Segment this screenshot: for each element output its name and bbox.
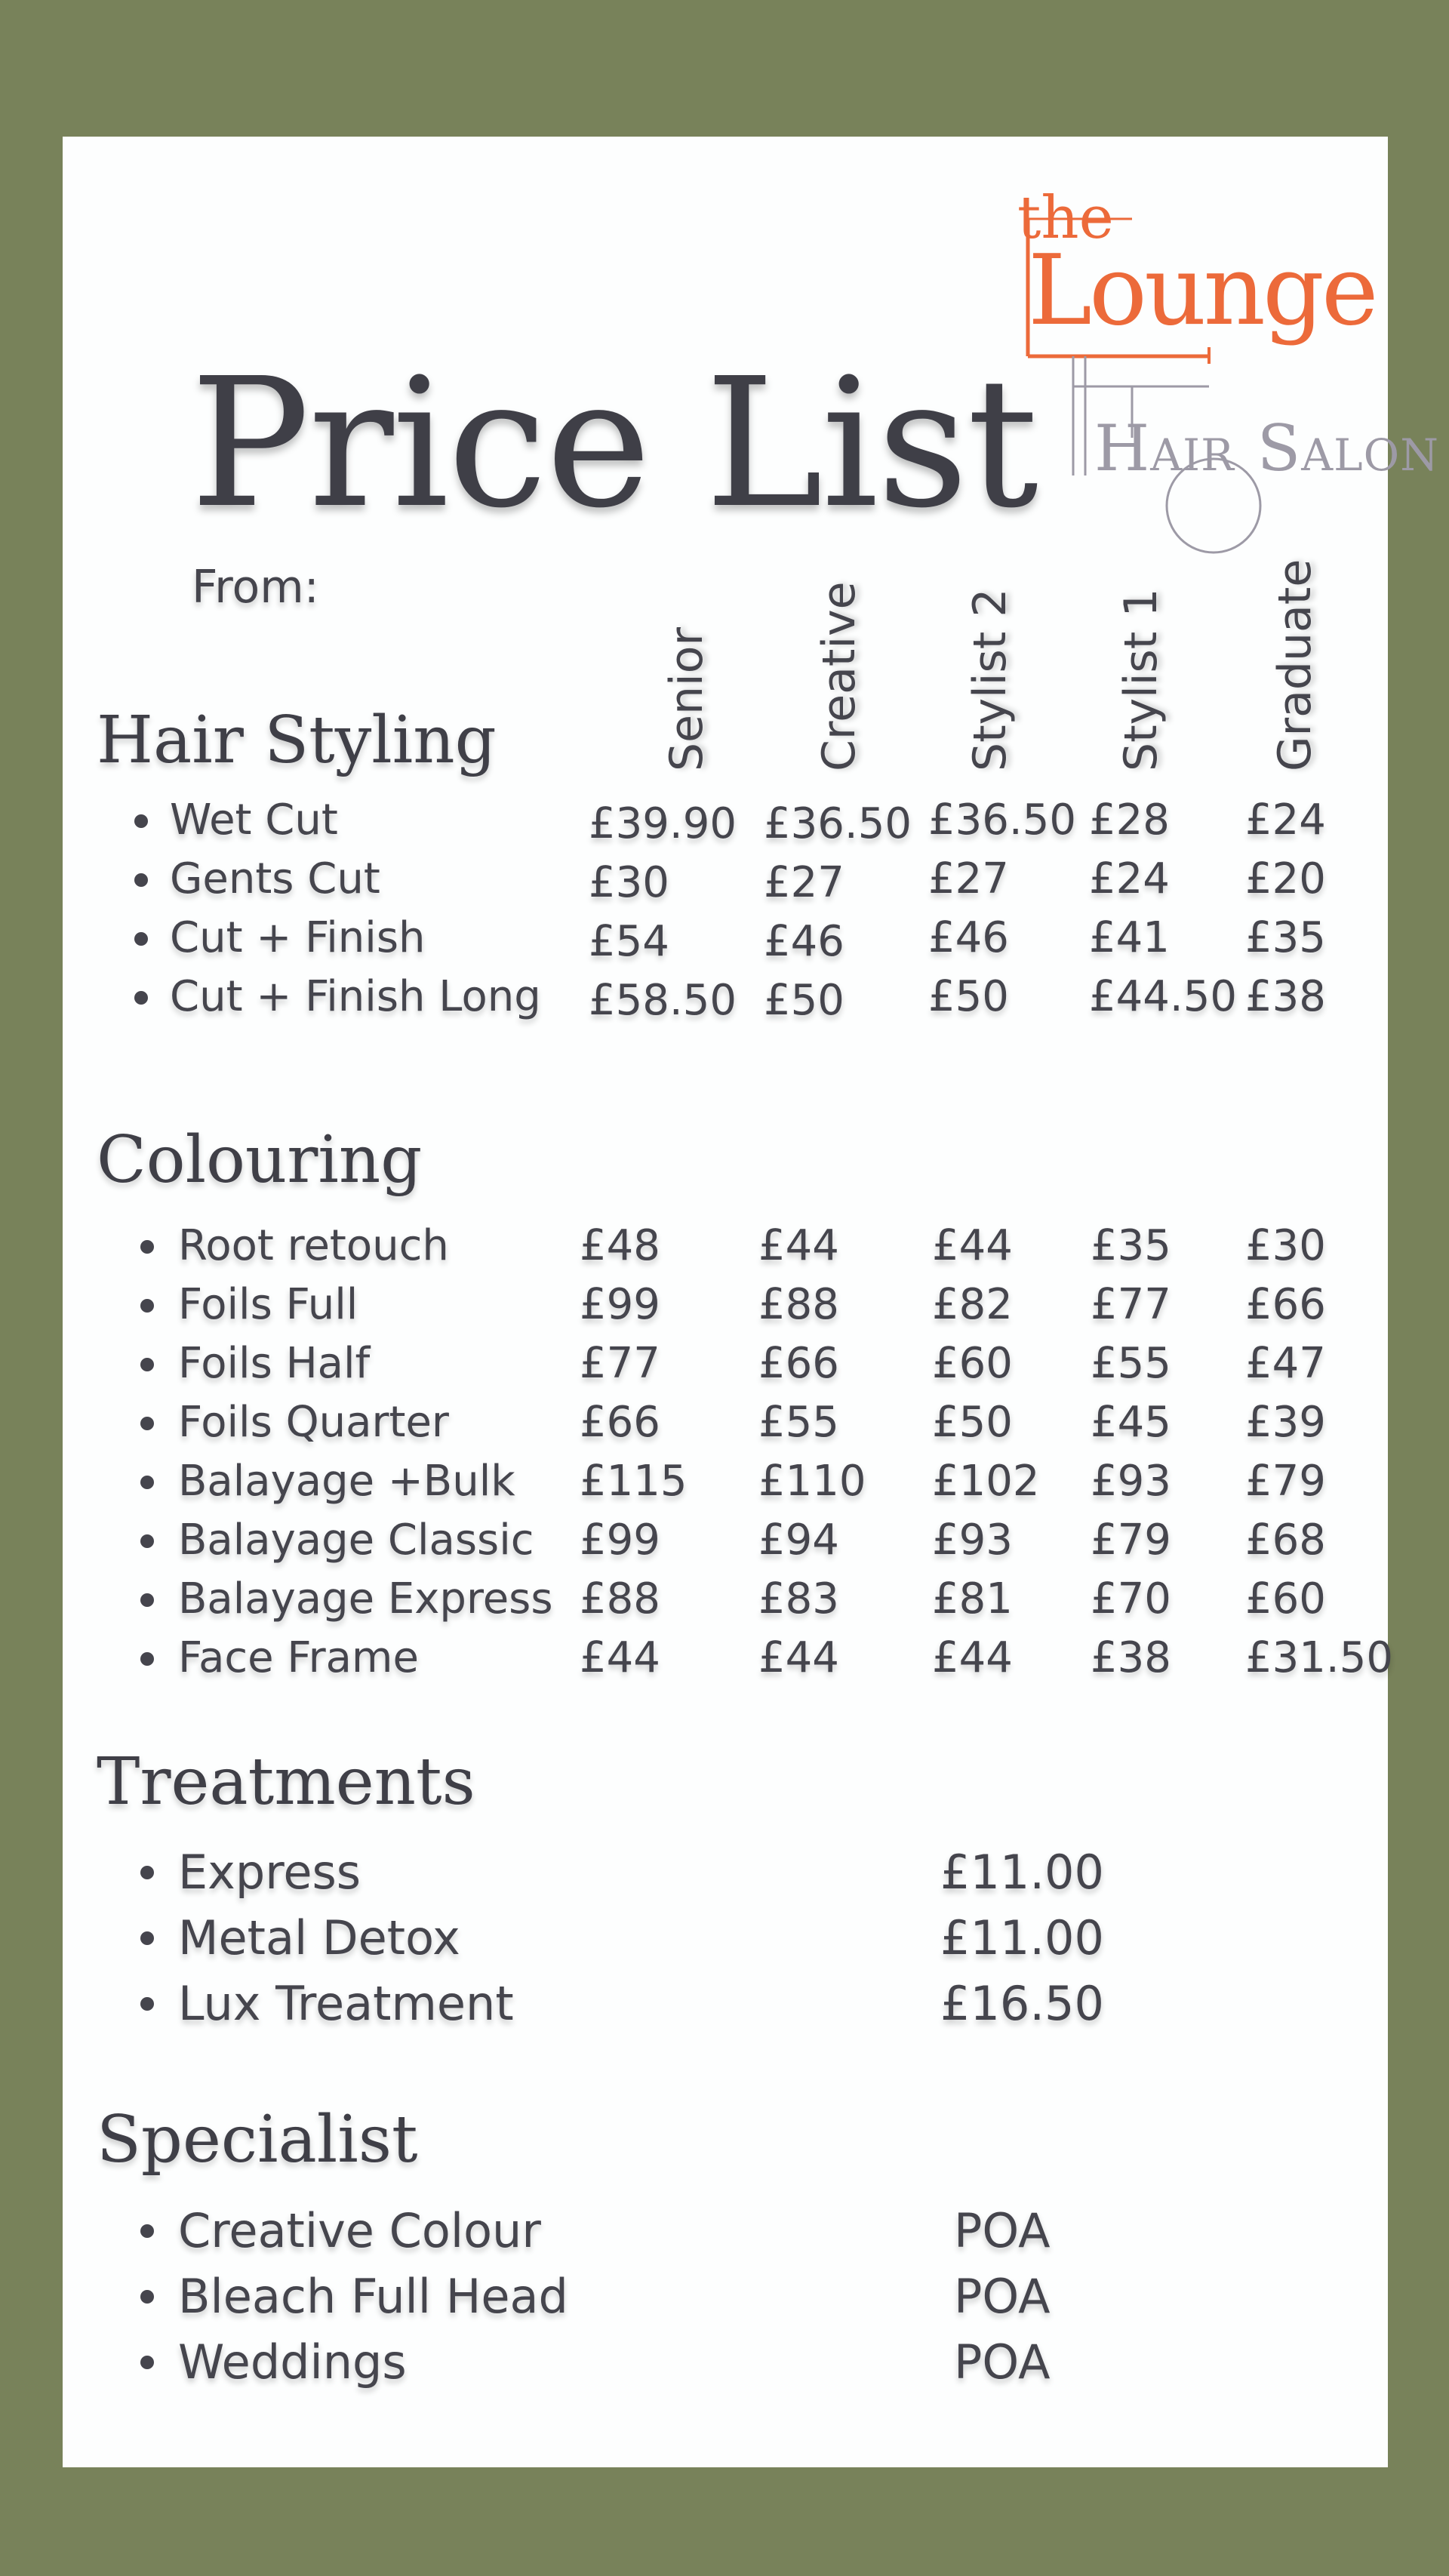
price-cell: £24 xyxy=(1245,796,1326,845)
price-cell: £36.50 xyxy=(928,796,1076,845)
logo-the-text: the xyxy=(1017,184,1114,252)
list-item: Express xyxy=(178,1845,361,1900)
price-cell: £44.50 xyxy=(1089,972,1237,1021)
price-cell: £88 xyxy=(758,1280,839,1329)
price-cell: £99 xyxy=(580,1516,660,1565)
bullet xyxy=(140,1652,154,1666)
bullet xyxy=(134,991,148,1005)
price-cell: £58.50 xyxy=(589,976,737,1025)
price-cell: £46 xyxy=(928,913,1009,962)
list-item: Foils Quarter xyxy=(178,1398,449,1447)
price-cell: £38 xyxy=(1245,972,1326,1021)
price-cell: £66 xyxy=(758,1339,839,1388)
price-cell: £31.50 xyxy=(1245,1633,1393,1682)
price-cell: POA xyxy=(954,2334,1051,2390)
bullet xyxy=(140,1476,154,1489)
list-item: Metal Detox xyxy=(178,1910,460,1965)
section-heading-hair-styling: Hair Styling xyxy=(97,703,497,778)
price-cell: £44 xyxy=(758,1221,839,1270)
list-item: Bleach Full Head xyxy=(178,2269,568,2324)
price-cell: £93 xyxy=(1091,1457,1171,1506)
bullet xyxy=(140,1997,154,2011)
bullet xyxy=(140,2356,154,2369)
price-cell: £77 xyxy=(1091,1280,1171,1329)
list-item: Root retouch xyxy=(178,1221,449,1270)
price-cell: £94 xyxy=(758,1516,839,1565)
list-item: Wet Cut xyxy=(170,796,338,845)
logo-lounge-text: Lounge xyxy=(1028,235,1376,347)
list-item: Weddings xyxy=(178,2334,407,2390)
bullet xyxy=(140,1534,154,1548)
bullet xyxy=(134,932,148,946)
bullet xyxy=(140,1299,154,1313)
price-cell: £83 xyxy=(758,1574,839,1623)
page-title: Price List xyxy=(190,340,1038,547)
column-header-senior: Senior xyxy=(660,626,713,771)
price-cell: £45 xyxy=(1091,1398,1171,1447)
list-item: Foils Full xyxy=(178,1280,358,1329)
price-cell: £16.50 xyxy=(940,1976,1104,2031)
price-cell: £102 xyxy=(932,1457,1040,1506)
bullet xyxy=(140,1358,154,1371)
price-cell: £44 xyxy=(758,1633,839,1682)
price-cell: £68 xyxy=(1245,1516,1326,1565)
price-cell: £54 xyxy=(589,917,669,966)
list-item: Lux Treatment xyxy=(178,1976,514,2031)
price-cell: £50 xyxy=(928,972,1009,1021)
section-heading-specialist: Specialist xyxy=(97,2102,418,2177)
price-cell: £27 xyxy=(764,858,844,907)
price-cell: £55 xyxy=(1091,1339,1171,1388)
column-header-graduate: Graduate xyxy=(1269,559,1321,771)
section-heading-colouring: Colouring xyxy=(97,1122,423,1198)
logo-alon-letters: ALON xyxy=(1301,429,1439,481)
price-cell: £88 xyxy=(580,1574,660,1623)
price-cell: £39 xyxy=(1245,1398,1326,1447)
price-cell: £99 xyxy=(580,1280,660,1329)
price-cell: £36.50 xyxy=(764,799,912,848)
price-cell: £35 xyxy=(1091,1221,1171,1270)
list-item: Cut + Finish Long xyxy=(170,972,541,1021)
section-heading-treatments: Treatments xyxy=(97,1744,475,1820)
price-cell: £44 xyxy=(580,1633,660,1682)
price-cell: £48 xyxy=(580,1221,660,1270)
price-cell: £47 xyxy=(1245,1339,1326,1388)
price-cell: £93 xyxy=(932,1516,1013,1565)
bullet xyxy=(140,1417,154,1430)
list-item: Balayage Express xyxy=(178,1574,553,1623)
price-cell: £66 xyxy=(580,1398,660,1447)
bullet xyxy=(140,2224,154,2238)
bullet xyxy=(134,873,148,887)
price-cell: £77 xyxy=(580,1339,660,1388)
list-item: Gents Cut xyxy=(170,854,380,903)
price-cell: £60 xyxy=(932,1339,1013,1388)
list-item: Face Frame xyxy=(178,1633,419,1682)
price-cell: £66 xyxy=(1245,1280,1326,1329)
price-cell: £30 xyxy=(589,858,669,907)
price-cell: £79 xyxy=(1091,1516,1171,1565)
price-cell: £44 xyxy=(932,1633,1013,1682)
price-cell: £82 xyxy=(932,1280,1013,1329)
price-cell: £38 xyxy=(1091,1633,1171,1682)
price-cell: £60 xyxy=(1245,1574,1326,1623)
list-item: Balayage Classic xyxy=(178,1516,534,1565)
price-cell: £41 xyxy=(1089,913,1170,962)
price-cell: £27 xyxy=(928,854,1009,903)
list-item: Creative Colour xyxy=(178,2203,541,2258)
price-cell: £115 xyxy=(580,1457,688,1506)
bullet xyxy=(140,1593,154,1607)
price-cell: £81 xyxy=(932,1574,1013,1623)
column-header-creative: Creative xyxy=(813,581,866,771)
price-cell: £20 xyxy=(1245,854,1326,903)
bullet xyxy=(140,1866,154,1879)
bullet xyxy=(140,1240,154,1254)
bullet xyxy=(140,2290,154,2304)
price-cell: POA xyxy=(954,2269,1051,2324)
price-cell: £11.00 xyxy=(940,1845,1104,1900)
column-header-stylist-1: Stylist 1 xyxy=(1115,588,1168,771)
price-cell: £79 xyxy=(1245,1457,1326,1506)
logo-hair-salon-text xyxy=(1094,411,1439,485)
price-cell: £110 xyxy=(758,1457,866,1506)
price-cell: £70 xyxy=(1091,1574,1171,1623)
price-cell: £39.90 xyxy=(589,799,737,848)
list-item: Foils Half xyxy=(178,1339,371,1388)
bullet xyxy=(134,814,148,828)
price-cell: £50 xyxy=(932,1398,1013,1447)
list-item: Balayage +Bulk xyxy=(178,1457,515,1506)
price-cell: £24 xyxy=(1089,854,1170,903)
list-item: Cut + Finish xyxy=(170,913,426,962)
price-cell: £44 xyxy=(932,1221,1013,1270)
logo-air-letters: AIR xyxy=(1150,429,1235,481)
price-cell: £50 xyxy=(764,976,844,1025)
salon-logo xyxy=(1011,184,1439,559)
bullet xyxy=(140,1931,154,1945)
logo-h-letter: H xyxy=(1094,411,1151,485)
price-cell: £30 xyxy=(1245,1221,1326,1270)
price-cell: POA xyxy=(954,2203,1051,2258)
logo-s-letter: S xyxy=(1257,411,1302,485)
price-cell: £28 xyxy=(1089,796,1170,845)
price-cell: £46 xyxy=(764,917,844,966)
from-label: From: xyxy=(192,561,319,614)
price-cell: £55 xyxy=(758,1398,839,1447)
column-header-stylist-2: Stylist 2 xyxy=(964,588,1017,771)
price-cell: £35 xyxy=(1245,913,1326,962)
price-cell: £11.00 xyxy=(940,1910,1104,1965)
